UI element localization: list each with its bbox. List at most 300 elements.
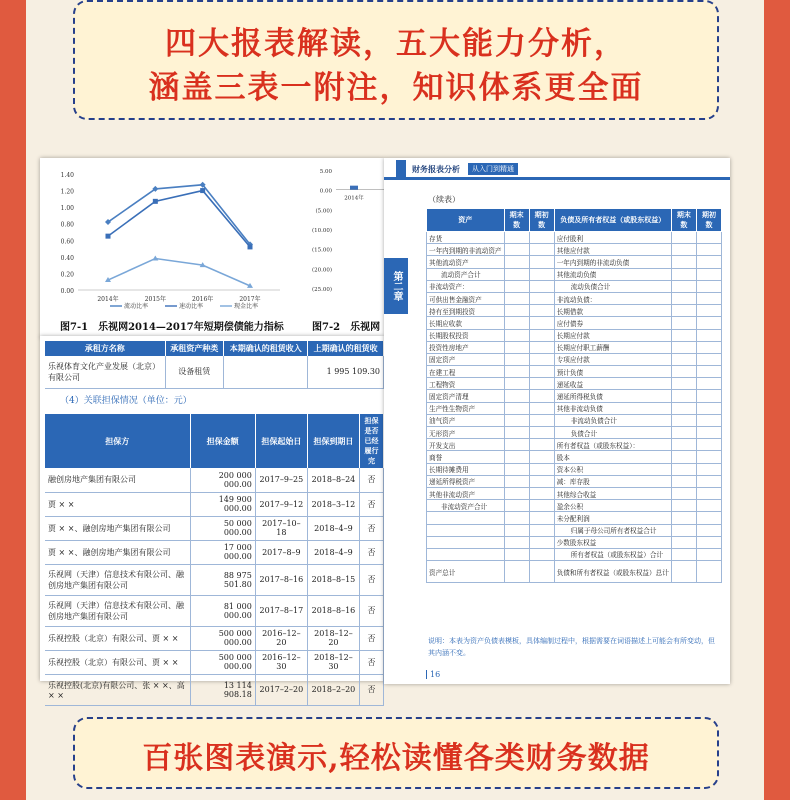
bs-header-cell: 期末数 — [504, 209, 529, 232]
table-row — [427, 353, 722, 365]
guarantee-cell: 否 — [360, 564, 384, 595]
table-row — [427, 402, 722, 414]
y-tick-label: 0.80 — [60, 221, 74, 229]
guarantee-note: （4）关联担保情况（单位：元） — [60, 396, 192, 406]
bs-value-cell — [671, 232, 696, 244]
bs-value-cell — [696, 536, 721, 548]
y-tick-label-2: (5.00) — [315, 208, 332, 215]
table-row — [45, 468, 384, 492]
bs-value-cell — [696, 292, 721, 304]
guarantee-cell: 2017–8–17 — [255, 595, 307, 626]
bs-value-cell — [671, 548, 696, 560]
bs-liability-cell: 长期应付款 — [554, 329, 671, 341]
bs-value-cell — [696, 317, 721, 329]
frame-right — [764, 0, 790, 800]
running-subtitle: 从入门到精通 — [468, 163, 518, 175]
table-row — [45, 674, 384, 705]
bs-value-cell — [671, 463, 696, 475]
y-tick-label-2: (15.00) — [311, 247, 332, 254]
guarantee-cell: 2018–12–30 — [307, 650, 359, 674]
guarantee-cell: 149 900 000.00 — [190, 492, 255, 516]
bs-value-cell — [504, 317, 529, 329]
bs-asset-cell: 固定资产清理 — [427, 390, 505, 402]
bs-value-cell — [696, 305, 721, 317]
bs-value-cell — [671, 402, 696, 414]
guarantee-cell: 2016–12–20 — [255, 626, 307, 650]
bs-value-cell — [671, 305, 696, 317]
table-row — [427, 463, 722, 475]
table-row — [427, 439, 722, 451]
bs-value-cell — [671, 414, 696, 426]
bs-asset-cell: 长期待摊费用 — [427, 463, 505, 475]
top-banner-line2: 涵盖三表一附注，知识体系更全面 — [148, 70, 644, 106]
bs-value-cell — [504, 244, 529, 256]
legend-label: 现金比率 — [234, 303, 259, 310]
bs-value-cell — [671, 512, 696, 524]
bs-value-cell — [529, 427, 554, 439]
bs-value-cell — [696, 500, 721, 512]
y-tick-label: 1.00 — [60, 205, 74, 213]
bs-value-cell — [504, 451, 529, 463]
bs-value-cell — [696, 280, 721, 292]
chart-page — [40, 158, 384, 338]
guarantee-cell: 贾 × ×、融创房地产集团有限公司 — [45, 540, 190, 564]
bs-value-cell — [696, 402, 721, 414]
table-row — [427, 305, 722, 317]
guarantee-cell: 否 — [360, 516, 384, 540]
bs-asset-cell — [427, 536, 505, 548]
bottom-banner-text: 百张图表演示,轻松读懂各类财务数据 — [142, 741, 650, 776]
bs-liability-cell: 一年内到期的非流动负债 — [554, 256, 671, 268]
guarantee-cell: 200 000 000.00 — [190, 468, 255, 492]
bs-asset-cell: 固定资产 — [427, 353, 505, 365]
guarantee-cell: 乐视控股(北京)有限公司、张 × ×、高 × × — [45, 674, 190, 705]
bs-value-cell — [504, 366, 529, 378]
table-row — [427, 244, 722, 256]
table-row — [427, 475, 722, 487]
related-party-page — [40, 336, 384, 700]
bs-asset-cell: 其他流动资产 — [427, 256, 505, 268]
bs-value-cell — [529, 280, 554, 292]
chapter-side-tab: 第二章 — [384, 258, 408, 314]
guarantee-cell: 2017–2–20 — [255, 674, 307, 705]
bs-liability-cell: 长期借款 — [554, 305, 671, 317]
guarantee-cell: 否 — [360, 595, 384, 626]
top-banner-line1: 四大报表解读，五大能力分析， — [165, 26, 627, 62]
guarantee-header-cell: 担保是否已经履行完 — [360, 414, 384, 468]
y-tick-label-2: (25.00) — [311, 287, 332, 293]
lease-header-cell: 承租方名称 — [45, 341, 165, 356]
bs-value-cell — [529, 317, 554, 329]
bs-value-cell — [529, 512, 554, 524]
table-row — [45, 626, 384, 650]
bs-value-cell — [529, 548, 554, 560]
table-row — [427, 427, 722, 439]
data-point-2 — [350, 186, 358, 190]
bs-liability-cell: 递延收益 — [554, 378, 671, 390]
table-row — [427, 378, 722, 390]
guarantee-cell: 2017–9–12 — [255, 492, 307, 516]
bs-value-cell — [504, 390, 529, 402]
bs-liability-cell: 归属于母公司所有者权益合计 — [554, 524, 671, 536]
data-point — [106, 234, 111, 239]
bs-liability-cell: 其他综合收益 — [554, 487, 671, 499]
bs-value-cell — [529, 366, 554, 378]
bs-value-cell — [671, 487, 696, 499]
bs-header-cell: 期初数 — [529, 209, 554, 232]
bs-header-cell: 期初数 — [696, 209, 721, 232]
bs-value-cell — [504, 500, 529, 512]
bs-value-cell — [504, 463, 529, 475]
bs-value-cell — [671, 292, 696, 304]
guarantee-cell: 乐视网（天津）信息技术有限公司、融创房地产集团有限公司 — [45, 595, 190, 626]
bs-asset-cell — [427, 548, 505, 560]
y-tick-label: 0.20 — [60, 271, 74, 279]
guarantee-header-cell: 担保到期日 — [307, 414, 359, 468]
guarantee-cell: 2018–3–12 — [307, 492, 359, 516]
bs-value-cell — [671, 427, 696, 439]
bs-liability-cell: 非流动负债合计 — [554, 414, 671, 426]
x-tick-label: 2016年 — [192, 296, 214, 303]
bs-liability-cell: 未分配利润 — [554, 512, 671, 524]
bs-liability-cell: 应付债券 — [554, 317, 671, 329]
guarantee-cell: 88 975 501.80 — [190, 564, 255, 595]
balance-sheet-page — [384, 158, 730, 684]
template-note: 说明：本表为资产负债表模板，具体编制过程中，根据需要在词语描述上可能会有所变动，但其内涵不变。 — [428, 637, 715, 657]
bs-value-cell — [529, 487, 554, 499]
bs-value-cell — [696, 463, 721, 475]
guarantee-header-cell: 担保方 — [45, 414, 190, 468]
bs-value-cell — [504, 427, 529, 439]
bs-value-cell — [504, 280, 529, 292]
bs-value-cell — [671, 561, 696, 583]
table-row — [427, 487, 722, 499]
bs-value-cell — [504, 305, 529, 317]
frame-left — [0, 0, 26, 800]
bs-liability-cell: 预计负债 — [554, 366, 671, 378]
bs-value-cell — [671, 500, 696, 512]
guarantee-cell: 2018–8–16 — [307, 595, 359, 626]
bs-header-cell: 期末数 — [671, 209, 696, 232]
bs-liability-cell: 其他应付款 — [554, 244, 671, 256]
guarantee-cell: 2017–8–16 — [255, 564, 307, 595]
bs-asset-cell: 无形资产 — [427, 427, 505, 439]
table-row — [45, 356, 384, 388]
lease-header-cell: 上期确认的租赁收 — [308, 341, 384, 356]
y-tick-label-2: (20.00) — [311, 267, 332, 274]
bs-asset-cell: 一年内到期的非流动资产 — [427, 244, 505, 256]
bs-value-cell — [504, 329, 529, 341]
y-tick-label: 0.60 — [60, 238, 74, 246]
bs-liability-cell: 少数股东权益 — [554, 536, 671, 548]
bs-value-cell — [696, 548, 721, 560]
data-point — [153, 199, 158, 204]
bs-value-cell — [671, 475, 696, 487]
bs-value-cell — [504, 256, 529, 268]
bs-value-cell — [504, 402, 529, 414]
lease-cell: 1 995 109.30 — [308, 356, 384, 388]
guarantee-cell: 贾 × × — [45, 492, 190, 516]
bs-value-cell — [529, 451, 554, 463]
table-row — [427, 232, 722, 244]
bs-value-cell — [504, 512, 529, 524]
guarantee-cell: 2017–10–18 — [255, 516, 307, 540]
bs-value-cell — [529, 463, 554, 475]
y-tick-label-2: 5.00 — [319, 169, 332, 175]
bs-value-cell — [504, 378, 529, 390]
bs-asset-cell: 非流动资产： — [427, 280, 505, 292]
table-row — [427, 524, 722, 536]
bs-asset-cell: 长期应收款 — [427, 317, 505, 329]
guarantee-cell: 2016–12–30 — [255, 650, 307, 674]
guarantee-cell: 乐视控股（北京）有限公司、贾 × × — [45, 626, 190, 650]
bs-value-cell — [671, 451, 696, 463]
bs-liability-cell: 递延所得税负债 — [554, 390, 671, 402]
short-term-solvency-chart — [40, 158, 384, 338]
guarantee-cell: 2018–2–20 — [307, 674, 359, 705]
guarantee-cell: 乐视网（天津）信息技术有限公司、融创房地产集团有限公司 — [45, 564, 190, 595]
bs-value-cell — [504, 524, 529, 536]
bs-value-cell — [671, 341, 696, 353]
bs-liability-cell: 其他流动负债 — [554, 268, 671, 280]
guarantee-cell: 2018–12–20 — [307, 626, 359, 650]
table-row — [427, 451, 722, 463]
table-row — [427, 268, 722, 280]
bs-value-cell — [671, 280, 696, 292]
bs-value-cell — [696, 487, 721, 499]
bs-value-cell — [529, 292, 554, 304]
bs-value-cell — [529, 341, 554, 353]
bs-value-cell — [696, 427, 721, 439]
table-row — [45, 595, 384, 626]
bs-value-cell — [696, 256, 721, 268]
bs-value-cell — [671, 378, 696, 390]
guarantee-cell: 否 — [360, 540, 384, 564]
guarantee-cell: 否 — [360, 492, 384, 516]
bs-liability-cell: 所有者权益（或股东权益）： — [554, 439, 671, 451]
guarantee-header-cell: 担保起始日 — [255, 414, 307, 468]
bs-value-cell — [696, 451, 721, 463]
lease-cell — [224, 356, 308, 388]
guarantee-cell: 2018–8–15 — [307, 564, 359, 595]
bs-liability-cell: 长期应付职工薪酬 — [554, 341, 671, 353]
bs-asset-cell: 投资性房地产 — [427, 341, 505, 353]
lease-cell: 乐视体育文化产业发展（北京）有限公司 — [45, 356, 165, 388]
bs-value-cell — [671, 244, 696, 256]
bs-value-cell — [696, 390, 721, 402]
table-row — [427, 512, 722, 524]
bs-value-cell — [696, 561, 721, 583]
bs-value-cell — [504, 536, 529, 548]
bs-value-cell — [671, 256, 696, 268]
bs-value-cell — [504, 232, 529, 244]
bs-value-cell — [671, 439, 696, 451]
bs-value-cell — [529, 329, 554, 341]
data-point — [248, 244, 253, 249]
lease-table — [45, 341, 384, 389]
bs-value-cell — [671, 268, 696, 280]
guarantee-cell: 2018–8–24 — [307, 468, 359, 492]
bs-value-cell — [504, 548, 529, 560]
bs-value-cell — [529, 475, 554, 487]
series-line — [108, 259, 250, 286]
bs-value-cell — [696, 244, 721, 256]
bs-value-cell — [671, 536, 696, 548]
table-row — [427, 561, 722, 583]
guarantee-cell: 2017–8–9 — [255, 540, 307, 564]
guarantee-cell: 17 000 000.00 — [190, 540, 255, 564]
bs-value-cell — [671, 524, 696, 536]
bs-header-cell: 资产 — [427, 209, 505, 232]
guarantee-cell: 融创房地产集团有限公司 — [45, 468, 190, 492]
guarantee-cell: 13 114 908.18 — [190, 674, 255, 705]
table-row — [427, 536, 722, 548]
bs-value-cell — [504, 268, 529, 280]
bs-asset-cell: 长期股权投资 — [427, 329, 505, 341]
table-row — [45, 540, 384, 564]
chart-caption-2: 图7-2 乐视网 — [312, 322, 381, 333]
running-header — [384, 158, 730, 180]
bs-value-cell — [671, 329, 696, 341]
table-row — [427, 390, 722, 402]
guarantee-cell: 2017–9–25 — [255, 468, 307, 492]
table-row — [427, 256, 722, 268]
guarantee-cell: 否 — [360, 468, 384, 492]
guarantee-cell: 2018–4–9 — [307, 516, 359, 540]
bs-asset-cell: 生产性生物资产 — [427, 402, 505, 414]
bs-value-cell — [696, 524, 721, 536]
bs-value-cell — [504, 414, 529, 426]
bottom-banner — [73, 717, 719, 789]
table-row — [427, 292, 722, 304]
series-line — [108, 185, 250, 245]
bs-asset-cell: 油气资产 — [427, 414, 505, 426]
bs-value-cell — [529, 536, 554, 548]
bs-value-cell — [529, 378, 554, 390]
bs-liability-cell: 流动负债合计 — [554, 280, 671, 292]
bs-value-cell — [529, 256, 554, 268]
bs-liability-cell: 负债和所有者权益（或股东权益）总计 — [554, 561, 671, 583]
y-tick-label-2: 0.00 — [319, 188, 332, 195]
bs-asset-cell — [427, 524, 505, 536]
data-point — [200, 188, 205, 193]
guarantee-cell: 81 000 000.00 — [190, 595, 255, 626]
bs-value-cell — [529, 414, 554, 426]
bs-liability-cell: 其他非流动负债 — [554, 402, 671, 414]
bs-value-cell — [529, 439, 554, 451]
bs-asset-cell: 递延所得税资产 — [427, 475, 505, 487]
table-row — [427, 317, 722, 329]
x-tick-label: 2017年 — [239, 296, 261, 303]
bs-value-cell — [504, 439, 529, 451]
x-tick-label: 2014年 — [97, 296, 119, 303]
bs-asset-cell: 可供出售金融资产 — [427, 292, 505, 304]
lease-header-cell: 本期确认的租赁收入 — [224, 341, 308, 356]
bs-liability-cell: 所有者权益（或股东权益）合计 — [554, 548, 671, 560]
bs-asset-cell: 开发支出 — [427, 439, 505, 451]
bs-value-cell — [671, 366, 696, 378]
x-tick-label-2: 2014年 — [344, 195, 364, 202]
bs-value-cell — [696, 414, 721, 426]
guarantee-cell: 50 000 000.00 — [190, 516, 255, 540]
table-row — [427, 280, 722, 292]
bs-value-cell — [504, 487, 529, 499]
guarantee-header-cell: 担保金额 — [190, 414, 255, 468]
bs-value-cell — [529, 390, 554, 402]
table-row — [45, 492, 384, 516]
bs-value-cell — [504, 475, 529, 487]
legend-label: 流动比率 — [124, 303, 149, 310]
bs-liability-cell: 资本公积 — [554, 463, 671, 475]
guarantee-cell: 否 — [360, 674, 384, 705]
guarantee-cell: 乐视控股（北京）有限公司、贾 × × — [45, 650, 190, 674]
guarantee-cell: 否 — [360, 650, 384, 674]
bs-value-cell — [671, 317, 696, 329]
bs-liability-cell: 负债合计 — [554, 427, 671, 439]
bs-value-cell — [529, 232, 554, 244]
bs-value-cell — [696, 329, 721, 341]
bs-value-cell — [504, 341, 529, 353]
guarantee-cell: 2018–4–9 — [307, 540, 359, 564]
table-row — [427, 366, 722, 378]
bs-asset-cell: 流动资产合计 — [427, 268, 505, 280]
bs-value-cell — [529, 244, 554, 256]
bs-asset-cell: 商誉 — [427, 451, 505, 463]
guarantee-table — [45, 414, 384, 706]
bs-asset-cell: 在建工程 — [427, 366, 505, 378]
bs-liability-cell: 非流动负债： — [554, 292, 671, 304]
bs-value-cell — [696, 378, 721, 390]
bs-value-cell — [504, 353, 529, 365]
bs-value-cell — [529, 402, 554, 414]
guarantee-cell: 贾 × ×、融创房地产集团有限公司 — [45, 516, 190, 540]
bs-value-cell — [529, 561, 554, 583]
balance-sheet-table — [426, 208, 722, 583]
table-row — [427, 500, 722, 512]
bs-asset-cell: 工程物资 — [427, 378, 505, 390]
bs-value-cell — [696, 341, 721, 353]
bs-liability-cell: 专项应付款 — [554, 353, 671, 365]
lease-header-cell: 承租资产种类 — [165, 341, 224, 356]
continued-label: （续表） — [428, 195, 460, 204]
running-title: 财务报表分析 — [412, 164, 460, 174]
bs-liability-cell: 应付股利 — [554, 232, 671, 244]
guarantee-cell: 500 000 000.00 — [190, 626, 255, 650]
bs-value-cell — [529, 524, 554, 536]
page-number: 16 — [426, 670, 440, 679]
chart-caption-1: 图7-1 乐视网2014—2017年短期偿债能力指标 — [60, 322, 284, 333]
legend-label: 速动比率 — [179, 303, 204, 310]
bs-value-cell — [696, 366, 721, 378]
bs-liability-cell: 股本 — [554, 451, 671, 463]
bs-asset-cell: 资产总计 — [427, 561, 505, 583]
y-tick-label-2: (10.00) — [311, 228, 332, 234]
bs-value-cell — [504, 292, 529, 304]
y-tick-label: 0.00 — [60, 288, 74, 295]
guarantee-cell: 500 000 000.00 — [190, 650, 255, 674]
x-tick-label: 2015年 — [144, 296, 166, 303]
bs-asset-cell: 持有至到期投资 — [427, 305, 505, 317]
y-tick-label: 0.40 — [60, 254, 74, 262]
bs-value-cell — [696, 353, 721, 365]
bs-value-cell — [671, 390, 696, 402]
bs-value-cell — [504, 561, 529, 583]
bs-value-cell — [529, 305, 554, 317]
table-row — [45, 516, 384, 540]
table-row — [427, 329, 722, 341]
lease-cell: 设备租赁 — [165, 356, 224, 388]
bs-liability-cell: 减：库存股 — [554, 475, 671, 487]
